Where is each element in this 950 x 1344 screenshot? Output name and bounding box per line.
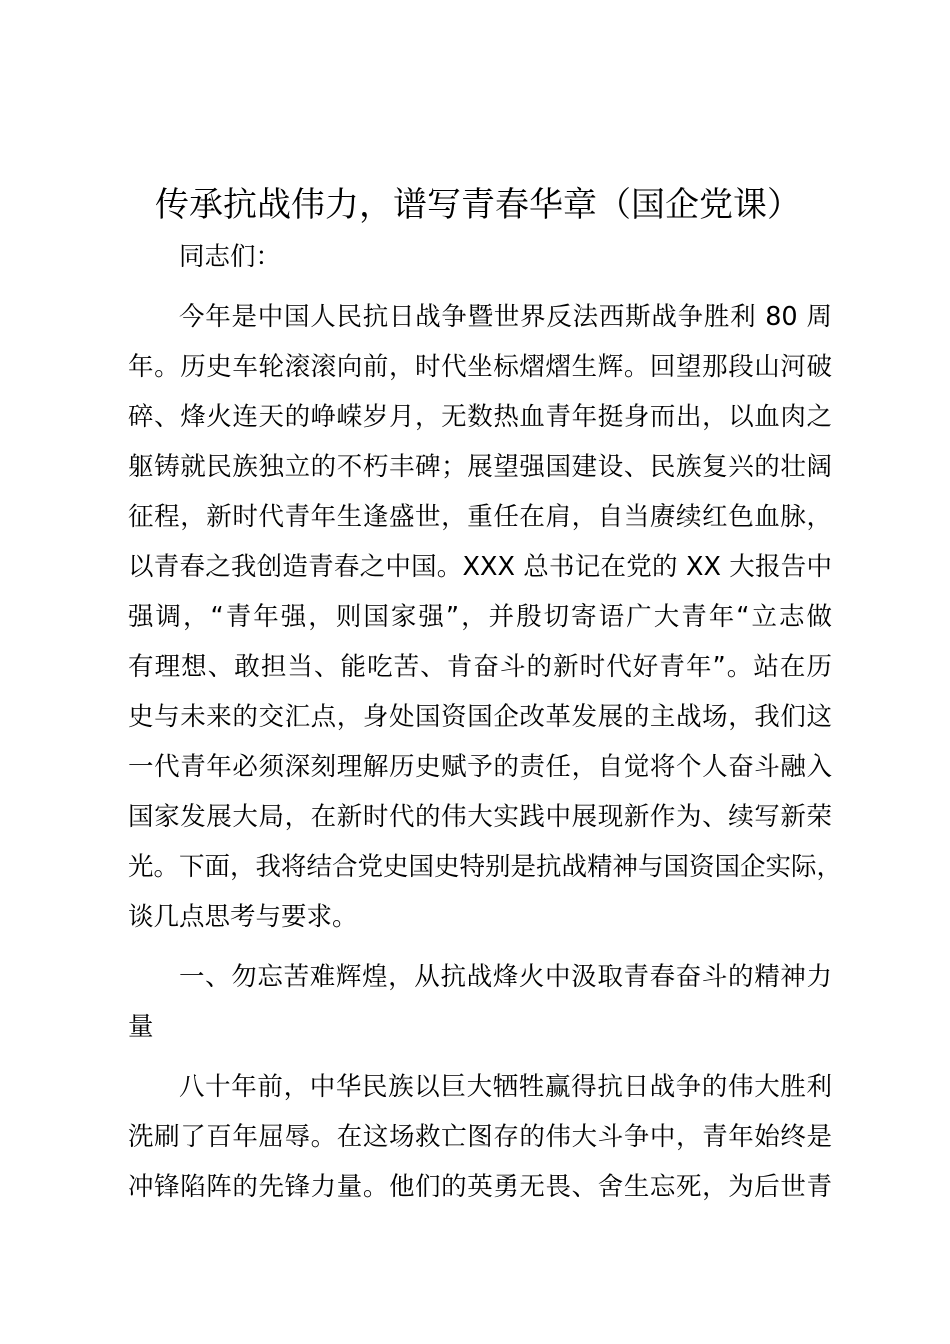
section-heading-1 <box>128 952 832 1052</box>
text-line: 强调，“青年强，则国家强”，并殷切寄语广大青年“立志做 <box>128 602 832 632</box>
heading-line: 一、勿忘苦难辉煌，从抗战烽火中汲取青春奋斗的精神力 <box>179 962 832 992</box>
text-line: 冲锋陷阵的先锋力量。他们的英勇无畏、舍生忘死，为后世青 <box>128 1172 832 1202</box>
text-line: 年。历史车轮滚滚向前，时代坐标熠熠生辉。回望那段山河破 <box>128 352 832 382</box>
text-line: 洗刷了百年屈辱。在这场救亡图存的伟大斗争中，青年始终是 <box>128 1122 832 1152</box>
text-line: 光。下面，我将结合党史国史特别是抗战精神与国资国企实际， <box>128 852 843 882</box>
text-line: 国家发展大局，在新时代的伟大实践中展现新作为、续写新荣 <box>128 802 832 832</box>
text-line: 躯铸就民族独立的不朽丰碑；展望强国建设、民族复兴的壮阔 <box>128 452 832 482</box>
text-line: 有理想、敢担当、能吃苦、肯奋斗的新时代好青年”。站在历 <box>128 652 832 682</box>
text-line: 八十年前，中华民族以巨大牺牲赢得抗日战争的伟大胜利 <box>179 1072 832 1102</box>
document-body <box>128 232 843 1212</box>
text-line: 征程，新时代青年生逢盛世，重任在肩，自当赓续红色血脉， <box>128 502 832 532</box>
document-title: 传承抗战伟力，谱写青春华章（国企党课） <box>155 185 801 225</box>
text-line: 史与未来的交汇点，身处国资国企改革发展的主战场，我们这 <box>128 702 832 732</box>
greeting-line: 同志们： <box>179 242 282 272</box>
text-line: 今年是中国人民抗日战争暨世界反法西斯战争胜利 80 周 <box>179 302 832 332</box>
text-line: 以青春之我创造青春之中国。XXX 总书记在党的 XX 大报告中 <box>128 552 832 582</box>
heading-line: 量 <box>128 1012 154 1042</box>
paragraph-section-1 <box>128 1062 832 1212</box>
text-line: 碎、烽火连天的峥嵘岁月，无数热血青年挺身而出，以血肉之 <box>128 402 832 432</box>
paragraph-intro <box>128 292 843 942</box>
text-line: 谈几点思考与要求。 <box>128 902 358 932</box>
text-line: 一代青年必须深刻理解历史赋予的责任，自觉将个人奋斗融入 <box>128 752 832 782</box>
